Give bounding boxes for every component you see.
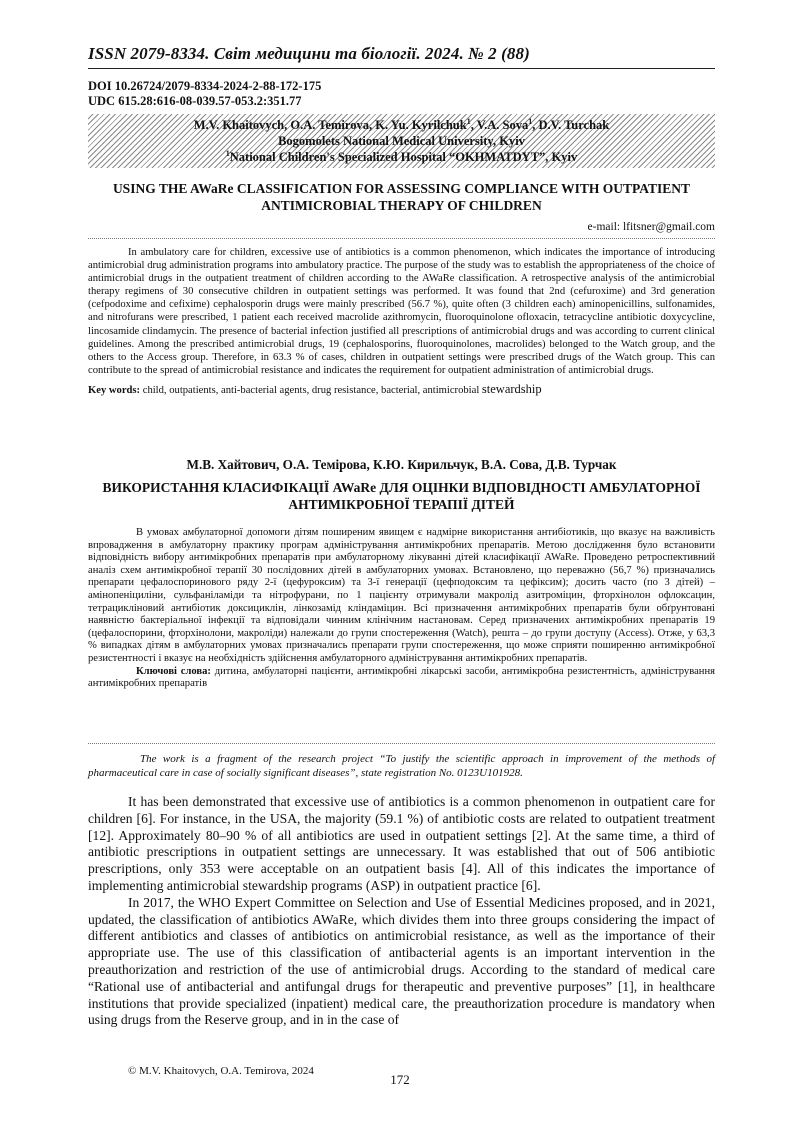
authors-ua: М.В. Хайтович, О.А. Темірова, К.Ю. Кирильчук, В.А. Сова, Д.В. Турчак bbox=[186, 457, 617, 472]
affiliation-2: $^1$National Children's Specialized Hospital “OKHMATDYT”, Kyiv bbox=[225, 148, 578, 164]
header-rule bbox=[88, 68, 715, 69]
authors-en bbox=[88, 117, 715, 165]
abstract-en-text: In ambulatory care for children, excessive use of antibiotics is a common phenomenon, which indicates the importance of introducing antimicrobial drug administration programs into ambulatory practice. The purpose of the study was to establish the appropriateness of the choice of antimicrobial drugs in the outpatient treatment of children according to the AWaRe classification. A retrospective analysis of the antimicrobial therapy regimens of 30 consecutive children in outpatient settings was performed. It was found that 2nd (cefuroxime) and 3rd generation (cefpodoxime and cefixime) cephalosporin drugs were mainly prescribed (56.7 %), quite often (3 children each) aminopenicillins, sulfonamides, and nitrofurans were prescribed, 1 patient each received macrolide azithromycin, fluoroquinolone ofloxacin, tetracycline antibiotic doxycycline, lincosamide clindamycin. The presence of bacterial infection justified all prescriptions of antimicrobial drugs and was according to current clinical guidelines. Among the prescribed antimicrobial drugs, 19 (cephalosporins, fluoroquinolones, macrolides) belonged to the Watch group, and the others to the Access group. Therefore, in 63.3 % of cases, children in outpatient settings were prescribed drugs of the Watch group. This can contribute to the spread of antimicrobial resistance and indicates the requirement for outpatient administration of antimicrobial drugs. bbox=[88, 247, 715, 376]
divider bbox=[88, 743, 715, 744]
affiliation-1: Bogomolets National Medical University, Kyiv bbox=[278, 134, 525, 148]
journal-header: ISSN 2079-8334. Світ медицини та біології. 2024. № 2 (88) bbox=[88, 44, 530, 63]
title-ua: ВИКОРИСТАННЯ КЛАСИФІКАЦІЇ AWaRe ДЛЯ ОЦІНКИ ВІДПОВІДНОСТІ АМБУЛАТОРНОЇ АНТИМІКРОБНОЇ ТЕРАПІЇ ДІТЕЙ bbox=[102, 480, 701, 512]
copyright: © M.V. Khaitovych, O.A. Temirova, 2024 bbox=[128, 1065, 314, 1077]
body-paragraph-1: It has been demonstrated that excessive use of antibiotics is a common phenomenon in outpatient care for children [6]. For instance, in the USA, the majority (59.1 %) of antibiotic costs are related to outpatient treatment [12]. Approximately 80–90 % of all antibiotics are used in outpatient settings [2]. At the same time, a third of antibiotic prescriptions in outpatient settings are unnecessary. It was established that out of 506 antibiotic prescriptions, only 353 were acceptable on an outpatient basis [4]. All of this indicates the importance of implementing antimicrobial stewardship programs (ASP) in outpatient practice [6]. bbox=[88, 794, 715, 893]
abstract-en bbox=[88, 246, 715, 397]
abstract-ua-text: В умовах амбулаторної допомоги дітям поширеним явищем є надмірне використання антибіотиків, що вказує на важливість впровадження в амбулаторну практику програм адміністрування антимікробних препаратів. Метою дослідження було встановити відповідність вибору антимікробних препаратів при амбулаторному лікуванні дітей класифікації AWaRe. Проведено ретроспективний аналіз схем антимікробної терапії 30 послідовних дітей в амбулаторних умовах. Встановлено, що переважно (56,7 %) призначались препарати цефалоспоринового ряду 2-ї (цефуроксим) та 3-ї генерації (цефподоксим та цефіксим); досить часто (по 3 дітей) – амінопеніциліни, сульфаніламіди та нітрофурани, по 1 пацієнту отримували макролід азитроміцин, фторхінолон офлоксацин, тетрацикліновий антибіотик доксициклін, лінкозамід кліндаміцин. Всі призначення антимікробних препаратів були обґрунтовані наявністю бактеріальної інфекції та відповідали чинним клінічним настановам. Серед призначених антимікробних препаратів 19 (цефалоспорини, фторхінолони, макроліди) належали до групи спостереження (Watch), решта – до групи доступу (Access). Отже, у 63,3 % випадках дітям в амбулаторних умовах призначались препарати групи спостереження, що може сприяти поширенню антимікробної резистентності і вказує на необхідність здійснення амбулаторного адміністрування антимікробних препаратів. bbox=[88, 527, 715, 664]
doi: DOI 10.26724/2079-8334-2024-2-88-172-175 bbox=[88, 79, 322, 93]
doi-block bbox=[88, 79, 321, 109]
keywords-en: Key words: child, outpatients, anti-bacterial agents, drug resistance, bacterial, antimicrobial stewardship bbox=[88, 381, 542, 396]
title-en: USING THE AWaRe CLASSIFICATION FOR ASSESSING COMPLIANCE WITH OUTPATIENT ANTIMICROBIAL THERAPY OF CHILDREN bbox=[112, 181, 691, 213]
keywords-ua: Ключові слова: дитина, амбулаторні пацієнти, антимікробні лікарські засоби, антимікробна резистентність, адміністрування антимікробних препаратів bbox=[88, 665, 715, 690]
divider bbox=[88, 238, 715, 239]
page-number: 172 bbox=[390, 1072, 410, 1087]
body-paragraph-2: In 2017, the WHO Expert Committee on Selection and Use of Essential Medicines proposed, and in 2021, updated, the classification of antibiotics AWaRe, which divides them into three groups considering the impact of different antibiotics and classes of antibiotics on antimicrobial resistance, as well as the importance of their appropriate use. The use of this classification of antibacterial agents is an important intervention in the preauthorization and restriction of the use of antimicrobial drugs. According to the standard of medical care “Rational use of antibacterial and antifungal drugs for therapeutic and preventive purposes” [1], in healthcare institutions that provide specialized (inpatient) medical care, the preauthorization procedure is mandatory when using drugs from the Reserve group, and in in the case of bbox=[88, 894, 715, 1028]
authors-en-line1: M.V. Khaitovych, O.A. Temirova, K. Yu. Kyrilchuk$^1$, V.A. Sova$^1$, D.V. Turchak bbox=[193, 116, 610, 132]
main-body bbox=[88, 794, 715, 1029]
udc: UDC 615.28:616-08-039.57-053.2:351.77 bbox=[88, 94, 302, 108]
email[interactable]: e-mail: lfitsner@gmail.com bbox=[587, 221, 715, 233]
abstract-ua bbox=[88, 527, 715, 691]
funding-note: The work is a fragment of the research project “To justify the scientific approach in improvement of the methods of pharmaceutical care in case of socially significant diseases”, state registration No. 0123U101928. bbox=[88, 753, 715, 779]
